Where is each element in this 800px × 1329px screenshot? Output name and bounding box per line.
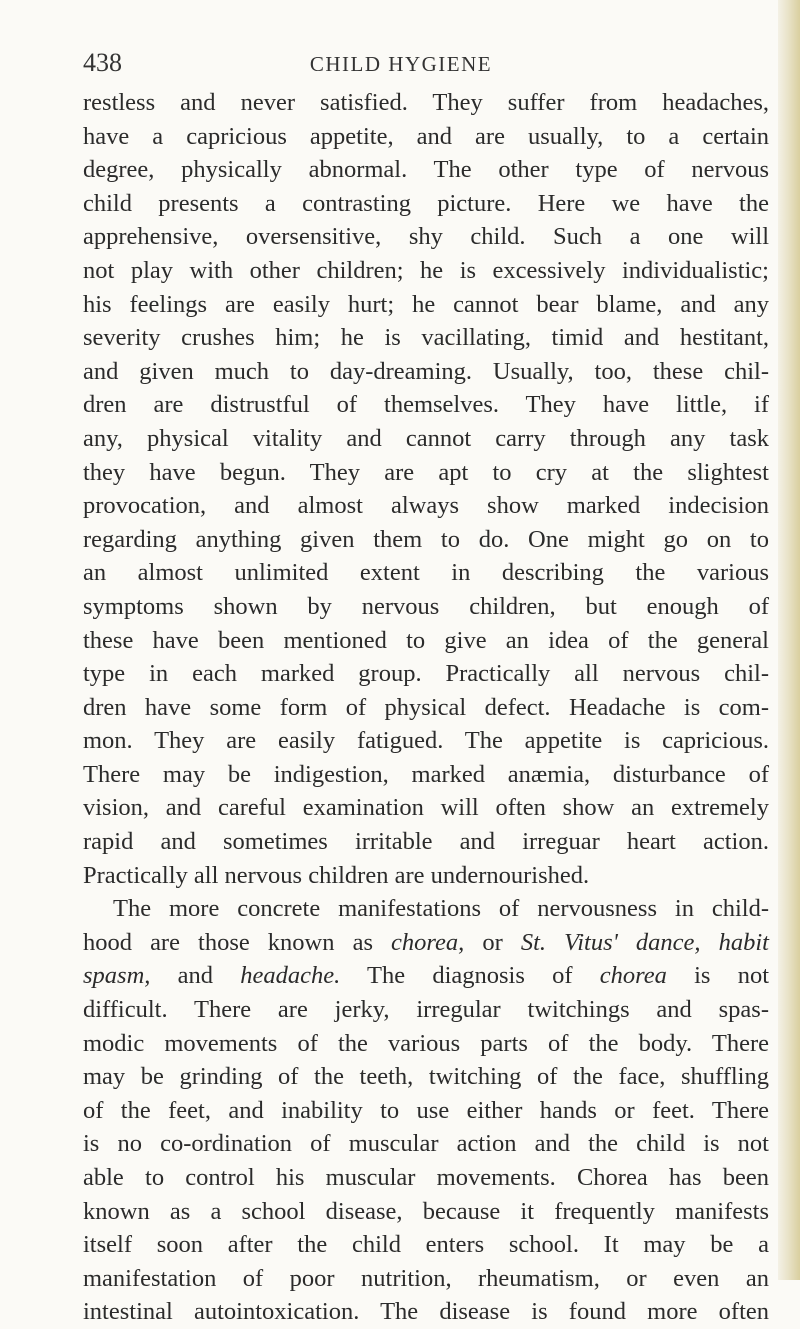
italic-term: St. Vitus' dance, habit xyxy=(520,928,769,956)
text-line: severity crushes him; he is vacillating, timid and hestitant, xyxy=(83,324,769,352)
paragraph-start-line: The more concrete manifestations of nervousness in child- xyxy=(113,895,769,923)
italic-term: spasm, xyxy=(83,962,151,990)
text-line: itself soon after the child enters school. It may be a xyxy=(83,1231,769,1259)
text-line: apprehensive, oversensitive, shy child. Such a one will xyxy=(83,223,769,251)
text-line-with-italics xyxy=(83,959,769,993)
page-header xyxy=(83,48,719,82)
text-line: child presents a contrasting picture. Here we have the xyxy=(83,189,769,217)
text-line: restless and never satisfied. They suffer from headaches, xyxy=(83,89,769,116)
text-line: manifestation of poor nutrition, rheumatism, or even an xyxy=(83,1264,769,1292)
text-line: and given much to day-dreaming. Usually, too, these chil- xyxy=(83,357,769,385)
text-line: intestinal autointoxication. The disease is found more often xyxy=(83,1298,769,1326)
text-run: hood are those known as xyxy=(83,928,392,956)
text-run: The diagnosis of xyxy=(340,962,600,990)
text-line: dren are distrustful of themselves. They have little, if xyxy=(83,391,769,419)
text-line: known as a school disease, because it frequently manifests xyxy=(83,1197,769,1225)
text-line: his feelings are easily hurt; he cannot bear blame, and any xyxy=(83,290,769,318)
page-edge-shadow xyxy=(778,0,800,1280)
text-line: have a capricious appetite, and are usually, to a certain xyxy=(83,122,769,150)
text-run: is not xyxy=(666,962,769,990)
text-line: difficult. There are jerky, irregular twitchings and spas- xyxy=(83,996,769,1024)
text-line: able to control his muscular movements. Chorea has been xyxy=(83,1164,769,1191)
text-line: is no co-ordination of muscular action and the child is not xyxy=(83,1130,769,1158)
running-head: CHILD HYGIENE xyxy=(309,52,493,76)
italic-term: headache. xyxy=(240,962,341,990)
text-line: an almost unlimited extent in describing the various xyxy=(83,559,769,587)
text-line: modic movements of the various parts of the body. There xyxy=(83,1029,769,1057)
text-line: rapid and sometimes irritable and irreguar heart action. xyxy=(83,828,769,856)
text-line: they have begun. They are apt to cry at the slightest xyxy=(83,458,769,486)
text-line: vision, and careful examination will often show an extremely xyxy=(83,794,769,822)
text-line: not play with other children; he is excessively individualistic; xyxy=(83,256,769,284)
text-run: and xyxy=(150,962,241,990)
text-line: any, physical vitality and cannot carry through any task xyxy=(83,424,769,452)
text-line: these have been mentioned to give an idea of the general xyxy=(83,626,769,654)
text-line: symptoms shown by nervous children, but enough of xyxy=(83,592,769,620)
text-line: degree, physically abnormal. The other type of nervous xyxy=(83,156,769,184)
text-line: mon. They are easily fatigued. The appetite is capricious. xyxy=(83,727,769,755)
text-line: dren have some form of physical defect. Headache is com- xyxy=(83,693,769,721)
text-line: There may be indigestion, marked anæmia, disturbance of xyxy=(83,760,769,788)
text-line: of the feet, and inability to use either hands or feet. There xyxy=(83,1096,769,1124)
text-line: type in each marked group. Practically all nervous chil- xyxy=(83,660,769,688)
text-line-with-italics xyxy=(83,926,769,960)
text-line: may be grinding of the teeth, twitching of the face, shuffling xyxy=(83,1063,769,1091)
text-run: or xyxy=(464,928,521,956)
text-line: regarding anything given them to do. One might go on to xyxy=(83,525,769,553)
text-line: provocation, and almost always show marked indecision xyxy=(83,492,769,520)
italic-term: chorea xyxy=(599,962,667,990)
page-number: 438 xyxy=(83,48,122,77)
body-text xyxy=(83,86,769,1329)
text-line: Practically all nervous children are undernourished. xyxy=(83,861,590,889)
italic-term: chorea, xyxy=(391,928,465,956)
